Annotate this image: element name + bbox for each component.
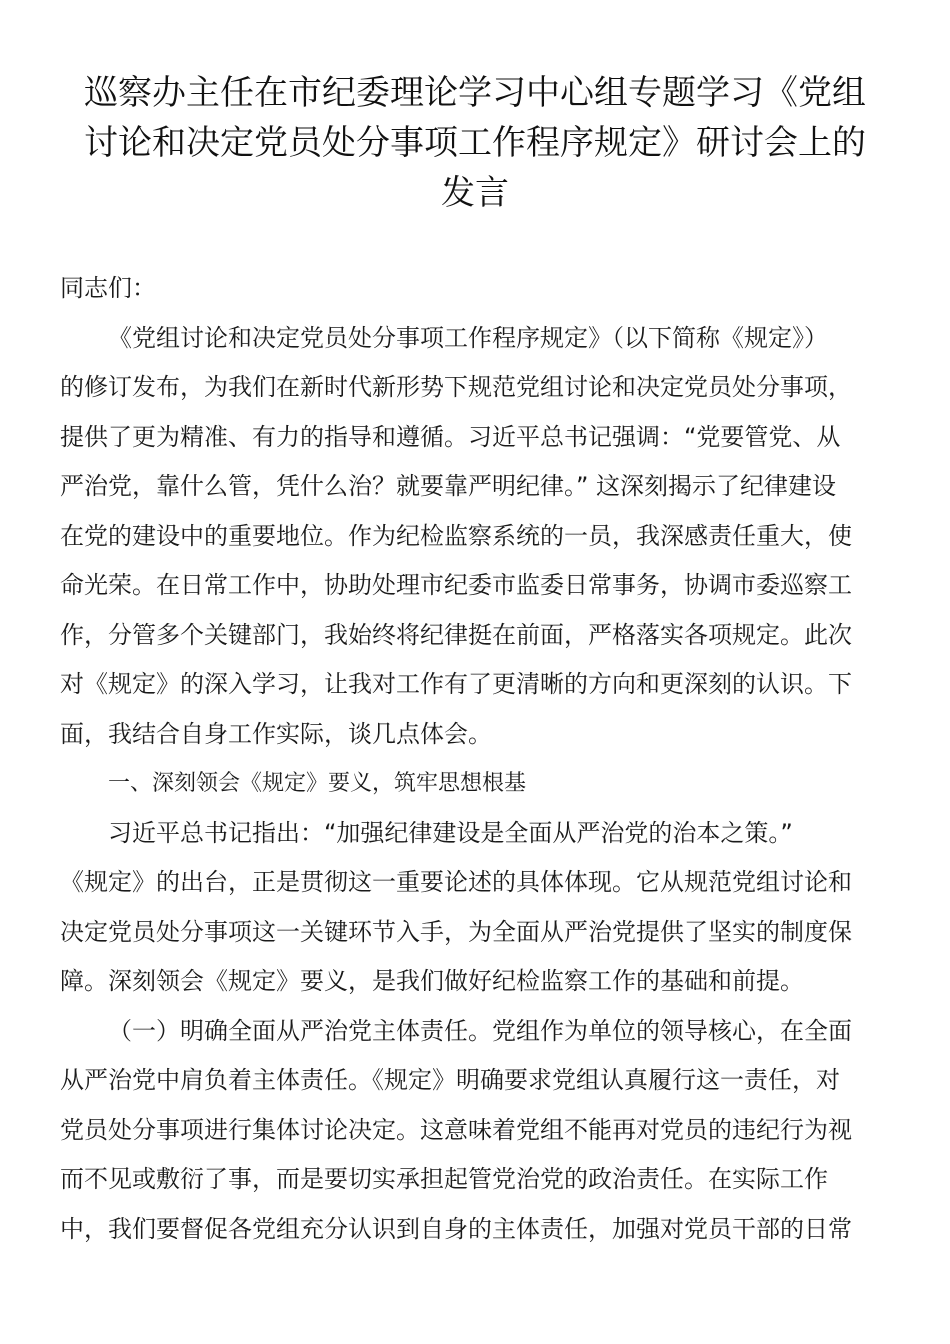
title-line: 讨论和决定党员处分事项工作程序规定》研讨会上的 <box>84 123 866 163</box>
paragraph-line: 的修订发布，为我们在新时代新形势下规范党组讨论和决定党员处分事项， <box>60 373 852 401</box>
paragraph-line: 从严治党中肩负着主体责任。《规定》明确要求党组认真履行这一责任，对 <box>60 1066 840 1094</box>
paragraph-line: 命光荣。在日常工作中，协助处理市纪委市监委日常事务，协调市委巡察工 <box>60 571 852 599</box>
document-body <box>60 264 890 1254</box>
paragraph-line: 作，分管多个关键部门，我始终将纪律挺在前面，严格落实各项规定。此次 <box>60 620 852 649</box>
paragraph-line: 《党组讨论和决定党员处分事项工作程序规定》（以下简称《规定》） <box>108 323 828 352</box>
paragraph-line: 在党的建设中的重要地位。作为纪检监察系统的一员，我深感责任重大，使 <box>60 521 852 550</box>
paragraph-line: 面，我结合自身工作实际，谈几点体会。 <box>60 719 492 748</box>
title-line: 巡察办主任在市纪委理论学习中心组专题学习《党组 <box>84 73 866 113</box>
salutation: 同志们： <box>60 274 156 302</box>
section-heading: 一、深刻领会《规定》要义，筑牢思想根基 <box>108 771 527 796</box>
paragraph-line: 习近平总书记指出：“加强纪律建设是全面从严治党的治本之策。” <box>108 818 793 847</box>
paragraph-line: 决定党员处分事项这一关键环节入手，为全面从严治党提供了坚实的制度保 <box>60 917 852 946</box>
paragraph-line: 障。深刻领会《规定》要义，是我们做好纪检监察工作的基础和前提。 <box>60 967 804 995</box>
paragraph-line: 严治党，靠什么管，凭什么治？就要靠严明纪律。” 这深刻揭示了纪律建设 <box>60 472 837 500</box>
paragraph-line: 《规定》的出台，正是贯彻这一重要论述的具体体现。它从规范党组讨论和 <box>60 868 852 896</box>
paragraph-line: 党员处分事项进行集体讨论决定。这意味着党组不能再对党员的违纪行为视 <box>60 1115 852 1144</box>
paragraph-line: 提供了更为精准、有力的指导和遵循。习近平总书记强调：“党要管党、从 <box>60 422 841 451</box>
paragraph-line: 而不见或敷衍了事，而是要切实承担起管党治党的政治责任。在实际工作 <box>60 1165 828 1193</box>
paragraph-line: 中，我们要督促各党组充分认识到自身的主体责任，加强对党员干部的日常 <box>60 1214 852 1243</box>
title-line: 发言 <box>441 173 509 213</box>
document-title <box>60 68 890 218</box>
paragraph-line: （一）明确全面从严治党主体责任。党组作为单位的领导核心，在全面 <box>108 1016 852 1045</box>
paragraph-line: 对《规定》的深入学习，让我对工作有了更清晰的方向和更深刻的认识。下 <box>60 670 852 698</box>
